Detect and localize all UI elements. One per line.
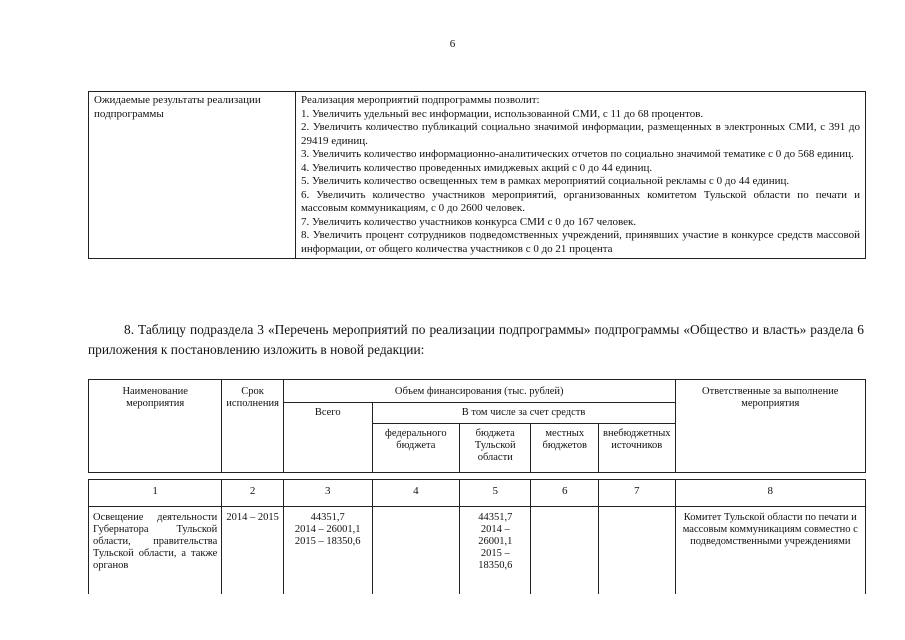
header-responsible: Ответственные за выполнение мероприятия: [675, 380, 865, 473]
expected-results-content: [296, 92, 866, 259]
activity-regional: [460, 507, 531, 595]
header-offbudget-sources: внебюджетных источников: [599, 424, 676, 473]
amendment-paragraph: 8. Таблицу подраздела 3 «Перечень мероприятий по реализации подпрограммы» подпрограммы «Общество и власть» раздела 6 приложения к постановлению изложить в новой редакции:: [88, 322, 864, 357]
expected-results-table: [88, 91, 866, 259]
activity-local: [531, 507, 599, 595]
activity-total: [283, 507, 372, 595]
results-item: 4. Увеличить количество проведенных имиджевых акций с 0 до 44 единиц.: [301, 161, 653, 174]
results-item: 5. Увеличить количество освещенных тем в рамках мероприятий социальной рекламы с 0 до 44 единиц.: [301, 175, 790, 187]
results-item: 1. Увеличить удельный вес информации, использованной СМИ, с 11 до 68 процентов.: [301, 107, 704, 120]
column-number: 7: [599, 480, 676, 507]
results-item: 2. Увеличить количество публикаций социально значимой информации, размещенных в электронных СМИ, с 391 до 29419 единиц.: [301, 121, 860, 147]
column-number: 2: [222, 480, 284, 507]
column-numbers-row: [89, 480, 866, 507]
regional-line: 44351,7: [478, 512, 513, 523]
column-number: 4: [372, 480, 460, 507]
header-term: Срок исполнения: [222, 380, 284, 473]
expected-results-label: Ожидаемые результаты реализации подпрограммы: [89, 92, 296, 259]
results-item: 6. Увеличить количество участников мероприятий, организованных комитетом Тульской области по печати и массовым коммуникациям, с 0 до 2600 человек.: [301, 188, 860, 214]
total-line: 2015 – 18350,6: [294, 536, 361, 547]
results-intro: Реализация мероприятий подпрограммы позволит:: [301, 94, 540, 106]
activity-federal: [372, 507, 460, 595]
activities-table: [88, 379, 866, 594]
total-line: 44351,7: [310, 512, 345, 523]
table-row: [89, 507, 866, 595]
regional-line: 2014 –: [480, 524, 510, 535]
results-item: 3. Увеличить количество информационно-аналитических отчетов по социально значимой тематике с 0 до 568 единиц.: [301, 148, 854, 160]
header-financing: Объем финансирования (тыс. рублей): [283, 380, 675, 403]
header-local-budgets: местных бюджетов: [531, 424, 599, 473]
column-number: 6: [531, 480, 599, 507]
header-activity-name: Наименование мероприятия: [89, 380, 222, 473]
regional-line: 18350,6: [478, 560, 513, 571]
table-spacer: [89, 473, 866, 480]
header-federal-budget: федерального бюджета: [372, 424, 460, 473]
column-number: 5: [460, 480, 531, 507]
activity-term: 2014 – 2015: [222, 507, 284, 595]
regional-line: 26001,1: [478, 536, 513, 547]
regional-line: 2015 –: [480, 548, 510, 559]
column-number: 8: [675, 480, 865, 507]
activity-offbudget: [599, 507, 676, 595]
header-including: В том числе за счет средств: [372, 403, 675, 424]
header-total: Всего: [283, 403, 372, 473]
column-number: 3: [283, 480, 372, 507]
activity-name: Освещение деятельности Губернатора Тульской области, правительства Тульской области, а также органов: [89, 507, 222, 595]
page-number: 6: [449, 38, 456, 50]
column-number: 1: [89, 480, 222, 507]
header-regional-budget: бюджета Тульской области: [460, 424, 531, 473]
results-item: 8. Увеличить процент сотрудников подведомственных учреждений, принявших участие в конкурсе средств массовой информации, от общего количества участников с 0 до 21 процента: [301, 229, 860, 255]
activity-responsible: Комитет Тульской области по печати и массовым коммуникациям совместно с подведомственными учреждениями: [675, 507, 865, 595]
results-item: 7. Увеличить количество участников конкурса СМИ с 0 до 167 человек.: [301, 215, 637, 228]
total-line: 2014 – 26001,1: [294, 524, 361, 535]
